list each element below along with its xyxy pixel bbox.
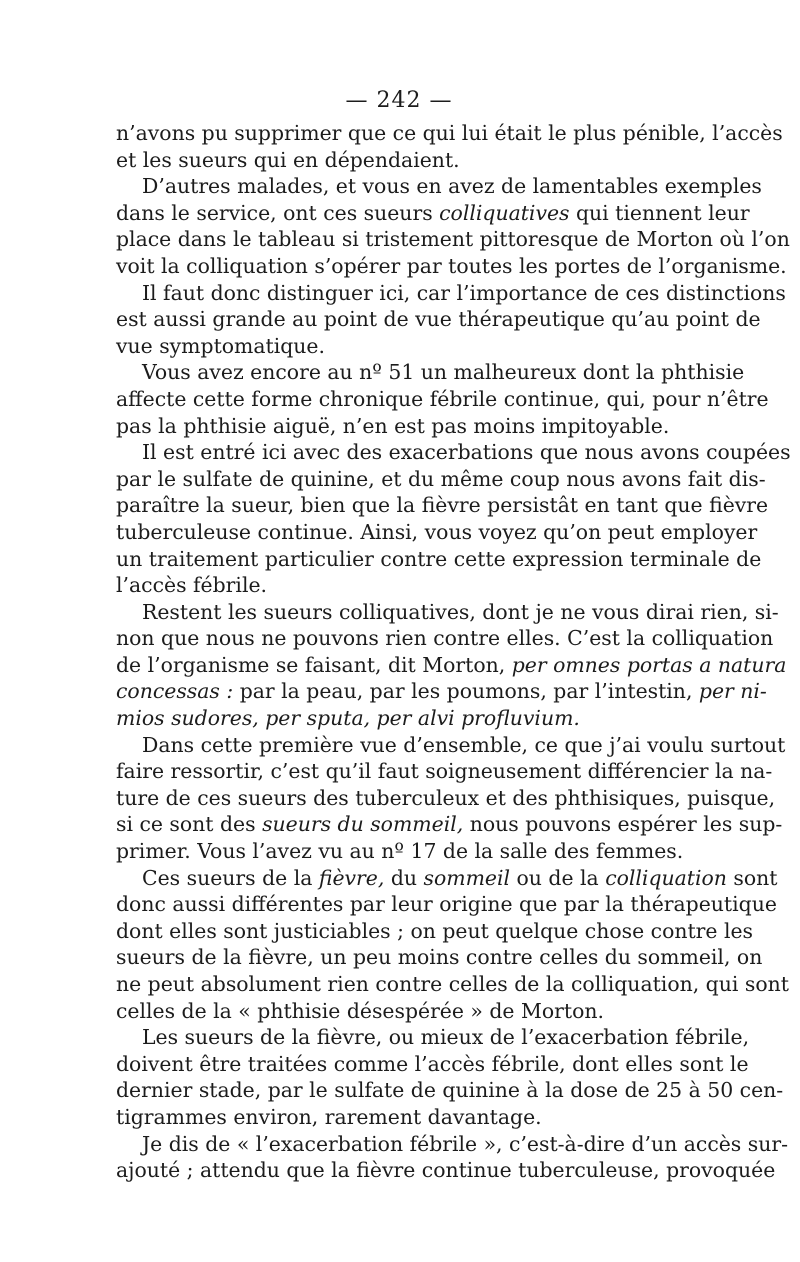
text-segment: ne peut absolument rien contre celles de la colliquation, qui sont (116, 972, 789, 996)
text-line (116, 944, 763, 971)
text-segment: dans le service, ont ces sueurs (116, 200, 440, 225)
text-line (116, 678, 767, 705)
text-segment: Dans cette première vue d’ensemble, ce que j’ai voulu surtout (142, 732, 786, 757)
text-line (116, 413, 682, 440)
text-line (116, 359, 745, 386)
text-segment: sont (726, 865, 778, 890)
text-line (116, 333, 682, 360)
italic-text: colliquatives (439, 200, 570, 225)
text-line (116, 546, 762, 573)
text-line (116, 1131, 788, 1158)
text-segment: voit la colliquation s’opérer par toutes les portes de l’organisme. (116, 253, 787, 278)
text-segment: ou de la (510, 865, 606, 890)
text-line (116, 1024, 750, 1051)
text-line (116, 1157, 776, 1184)
text-line (116, 652, 787, 679)
text-line (116, 306, 761, 333)
text-line (116, 120, 783, 147)
text-line (116, 811, 783, 838)
text-segment: ajouté ; attendu que la fièvre continue tuberculeuse, provoquée (116, 1158, 776, 1183)
text-line (116, 386, 769, 413)
text-segment: donc aussi différentes par leur origine que par la thérapeutique (116, 892, 777, 917)
text-segment: vue symptomatique. (116, 333, 325, 358)
text-segment: Il est entré ici avec des exacerbations que nous avons coupées (142, 440, 791, 465)
text-line (116, 572, 682, 599)
text-segment: Les sueurs de la fièvre, ou mieux de l’exacerbation fébrile, (142, 1025, 750, 1050)
text-segment: du (384, 865, 424, 890)
text-segment: ture de ces sueurs des tuberculeux et des phthisiques, puisque, (116, 785, 776, 810)
italic-text: sueurs du sommeil, (262, 812, 464, 837)
text-line (116, 1077, 784, 1104)
text-segment: pas la phthisie aiguë, n’en est pas moins impitoyable. (116, 413, 670, 438)
text-line (116, 200, 750, 227)
text-line (116, 865, 778, 892)
text-segment: doivent être traitées comme l’accès fébrile, dont elles sont le (116, 1051, 749, 1076)
text-segment: D’autres malades, et vous en avez de lamentables exemples (142, 174, 762, 199)
text-line (116, 439, 791, 466)
book-page (116, 86, 791, 1184)
text-segment: dernier stade, par le sulfate de quinine à la dose de 25 à 50 cen- (116, 1078, 784, 1103)
body-text (116, 120, 791, 1184)
text-segment: sueurs de la fièvre, un peu moins contre celles du sommeil, on (116, 945, 763, 970)
text-segment: faire ressortir, c’est qu’il faut soigneusement différencier la na- (116, 759, 773, 784)
italic-text: per ni- (698, 679, 767, 704)
text-segment: paraître la sueur, bien que la fièvre persistât en tant que fièvre (116, 493, 769, 518)
text-segment: Ces sueurs de la (142, 865, 319, 890)
text-segment: qui tiennent leur (569, 200, 750, 225)
text-line (116, 891, 777, 918)
text-line (116, 785, 776, 812)
text-line (116, 147, 682, 174)
text-segment: tigrammes environ, rarement davantage. (116, 1104, 542, 1129)
text-segment: non que nous ne pouvons rien contre elles. C’est la colliquation (116, 626, 774, 651)
text-segment: n’avons pu supprimer que ce qui lui était le plus pénible, l’accès (116, 121, 783, 145)
text-line (116, 758, 773, 785)
text-segment: nous pouvons espérer les sup- (463, 812, 783, 837)
text-segment: tuberculeuse continue. Ainsi, vous voyez qu’on peut employer (116, 519, 758, 544)
italic-text: fièvre, (318, 865, 385, 890)
text-segment: l’accès fébrile. (116, 573, 268, 598)
text-line (116, 1051, 749, 1078)
italic-text: mios sudores, per sputa, per alvi profluvium. (116, 706, 580, 731)
text-line (116, 705, 682, 732)
text-segment: par le sulfate de quinine, et du même coup nous avons fait dis- (116, 466, 766, 491)
italic-text: per omnes portas a natura (511, 652, 787, 677)
text-line (116, 519, 758, 546)
text-line (116, 226, 790, 253)
text-line (116, 732, 786, 759)
text-line (116, 492, 769, 519)
text-segment: primer. Vous l’avez vu au nº 17 de la salle des femmes. (116, 839, 684, 864)
text-segment: est aussi grande au point de vue thérapeutique qu’au point de (116, 307, 761, 332)
text-segment: de l’organisme se faisant, dit Morton, (116, 652, 512, 677)
text-segment: Vous avez encore au nº 51 un malheureux dont la phthisie (142, 360, 745, 385)
text-segment: celles de la « phthisie désespérée » de Morton. (116, 998, 604, 1023)
text-line (116, 466, 766, 493)
text-line (116, 625, 774, 652)
text-segment: dont elles sont justiciables ; on peut quelque chose contre les (116, 918, 754, 943)
text-segment: et les sueurs qui en dépendaient. (116, 147, 460, 172)
text-line (116, 998, 682, 1025)
text-line (116, 918, 754, 945)
text-line (116, 173, 762, 200)
text-line (116, 971, 789, 998)
page-number: — 242 — (345, 88, 453, 113)
text-segment: Je dis de « l’exacerbation fébrile », c’est-à-dire d’un accès sur- (142, 1131, 788, 1156)
text-line (116, 838, 682, 865)
italic-text: sommeil (423, 865, 511, 890)
text-line (116, 253, 787, 280)
text-segment: Restent les sueurs colliquatives, dont je ne vous dirai rien, si- (142, 599, 779, 624)
text-segment: si ce sont des (116, 812, 263, 837)
text-segment: affecte cette forme chronique fébrile continue, qui, pour n’être (116, 386, 769, 411)
italic-text: colliquation (605, 865, 727, 890)
text-segment: un traitement particulier contre cette expression terminale de (116, 546, 762, 571)
text-segment: Il faut donc distinguer ici, car l’importance de ces distinctions (142, 280, 786, 305)
text-line (116, 1104, 682, 1131)
text-segment: place dans le tableau si tristement pittoresque de Morton où l’on (116, 227, 790, 252)
text-line (116, 599, 779, 626)
text-segment: par la peau, par les poumons, par l’intestin, (233, 679, 699, 704)
text-line (116, 280, 786, 307)
italic-text: concessas : (116, 679, 234, 704)
